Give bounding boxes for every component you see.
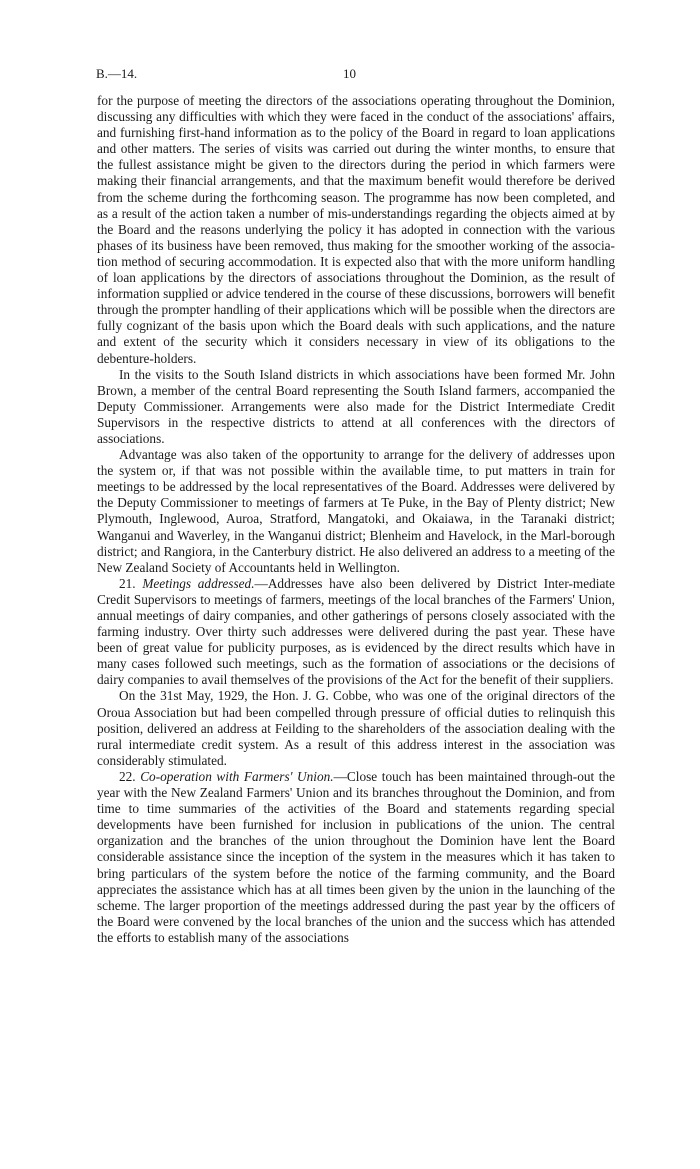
body-text — [97, 93, 615, 946]
page-number: 10 — [343, 66, 356, 81]
section-22 — [97, 769, 615, 946]
paragraph-south-island-visits: In the visits to the South Island districts in which associations have been formed Mr. John Brown, a member of the central Board representing the South Island farmers, accompanied the Deputy Commissioner. Arrangements were also made for the District Intermediate Credit Supervisors in the respective districts to attend at all conferences with the directors of associations. — [97, 366, 615, 446]
section-21 — [97, 576, 615, 689]
section-text: —Addresses have also been delivered by District Inter-mediate Credit Supervisors to meetings of farmers, meetings of the local branches of the Farmers' Union, annual meetings of dairy companies, and other gatherings of persons closely associated with the farming industry. Over thirty such addresses were delivered during the past year. These have been of great value for publicity purposes, as is evidenced by the direct results which have in many cases followed such meetings, such as the formation of associations or the decisions of dairy companies to avail themselves of the provisions of the Act for the benefit of their suppliers. — [97, 575, 615, 688]
section-text: —Close touch has been maintained through-out the year with the New Zealand Farmers' Union and its branches throughout the Dominion, and from time to time summaries of the activities of the Board and statements regarding special developments have been furnished for inclusion in publications of the union. The central organization and the branches of the union throughout the Dominion have lent the Board considerable assistance since the inception of the system in the measures which it has taken to bring particulars of the system before the notice of the farming community, and the Board appreciates the assistance which has at all times been given by the union in the launching of the scheme. The larger proportion of the meetings addressed during the past year by the officers of the Board were convened by the local branches of the union and the success which has attended the efforts to establish many of the associations — [97, 768, 615, 945]
paragraph-cobbe-address: On the 31st May, 1929, the Hon. J. G. Cobbe, who was one of the original directors of the Oroua Association but had been compelled through pressure of official duties to relinquish this position, delivered an address at Feilding to the shareholders of the association dealing with the rural intermediate credit system. As a result of this address interest in the association was considerably stimulated. — [97, 688, 615, 768]
paragraph-continued: for the purpose of meeting the directors of the associations operating throughout the Dominion, discussing any difficulties with which they were faced in the conduct of the associations' affairs, and furnishing first-hand information as to the policy of the Board in regard to loan applications and other matters. The series of visits was carried out during the winter months, to ensure that the fullest assistance might be given to the directors during the period in which farmers were making their financial arrangements, and that the maximum benefit would therefore be derived from the scheme during the forthcoming season. The programme has now been completed, and as a result of the action taken a number of mis-understandings regarding the objects aimed at by the Board and the reasons underlying the policy it has adopted in connection with the various phases of its business have been removed, thus making for the smoother working of the associa-tion method of securing accommodation. It is expected also that with the more uniform handling of loan applications by the directors of associations throughout the Dominion, as the result of information supplied or advice tendered in the course of these discussions, borrowers will benefit through the prompter handling of their applications which will be possible when the directors are fully cognizant of the basis upon which the Board deals with such applications, and the nature and extent of the security which it considers necessary in view of its obligations to the debenture-holders. — [97, 93, 615, 366]
report-reference: B.—14. — [96, 66, 138, 81]
section-number: 22. — [119, 768, 136, 784]
section-heading: Co-operation with Farmers' Union. — [140, 768, 334, 784]
section-heading: Meetings addressed. — [142, 575, 255, 591]
section-number: 21. — [119, 575, 136, 591]
paragraph-addresses-delivered: Advantage was also taken of the opportunity to arrange for the delivery of addresses upon the system or, if that was not possible within the available time, to put matters in train for meetings to be addressed by the local representatives of the Board. Addresses were delivered by the Deputy Commissioner to meetings of farmers at Te Puke, in the Bay of Plenty district; New Plymouth, Inglewood, Auroa, Stratford, Mangatoki, and Okaiawa, in the Taranaki district; Wanganui and Waverley, in the Wanganui district; Blenheim and Havelock, in the Marl-borough district; and Rangiora, in the Canterbury district. He also delivered an address to a meeting of the New Zealand Society of Accountants held in Wellington. — [97, 447, 615, 575]
page-header — [94, 66, 614, 82]
